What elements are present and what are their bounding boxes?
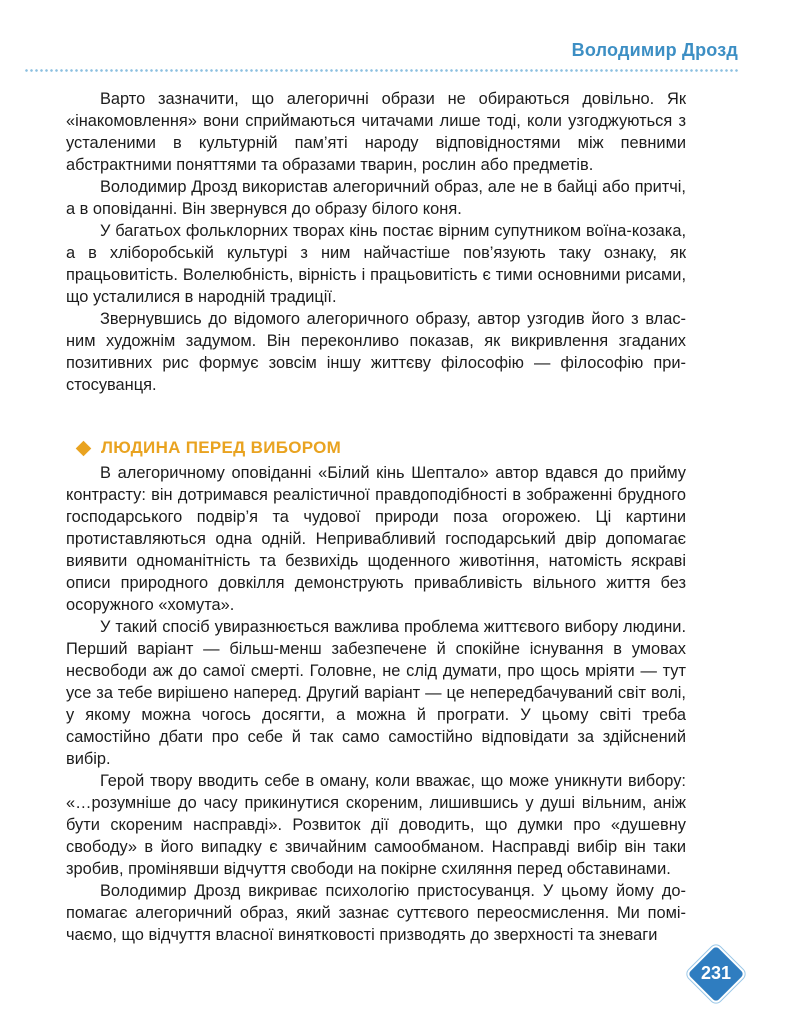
running-header-title: Володимир Дрозд	[571, 40, 738, 60]
paragraph: Варто зазначити, що алегоричні образи не обираються довільно. Як «інакомовлення» вони сприймаються читачами лише тоді, коли узгоджуються з усталеними в культурній пам’яті народу відповідностями між певними абстрактними поняттями та образами тварин, рослин або предметів.	[66, 90, 686, 174]
paragraph: В алегоричному оповіданні «Білий кінь Шептало» автор вдався до прийму контрасту: він дотримався реалістичної правдоподібності в зображенні брудного господарського подвір’я та чудової природи поза огорожею. Ці картини протиставляються одна одній. Непривабливий господарський двір допомагає виявити одноманітність та безвихідь щоденного животіння, натомість яскраві описи природного довкілля демонструють привабливість вільного життя без осоружного «хомута».	[66, 464, 686, 614]
page-number: 231	[700, 963, 732, 983]
page-number-badge	[686, 944, 746, 1004]
paragraph: Герой твору вводить себе в оману, коли вважає, що може уникнути вибору: «…розумніше до часу прикинутися скореним, лишившись у душі вільним, аніж бути скореним насправді». Розвиток дії доводить, що думки про «душевну свободу» в його випадку є звичайним самообманом. Насправді вибір він таки зробив, промінявши відчуття свободи на покірне схиляння перед обставинами.	[66, 772, 686, 878]
paragraph: Володимир Дрозд викриває психологію пристосуванця. У цьому йому допомагає алегоричний образ, який зазнає суттєвого переосмислення. Ми помічаємо, що відчуття власної винятковості призводять до зверхності та зневаги	[66, 882, 686, 944]
paragraph: У такий спосіб увиразнюється важлива проблема життєвого вибору людини. Перший варіант — більш-менш забезпечене й спокійне існування в умовах несвободи аж до самої смерті. Головне, не слід думати, про щось мріяти — тут усе за тебе вирішено наперед. Другий варіант — це непередбачуваний світ волі, у якому можна чогось досягти, а можна й програти. У цьому світі треба самостійно дбати про себе й так само самостійно відповідати за здійснений вибір.	[66, 618, 686, 768]
paragraph: У багатьох фольклорних творах кінь постає вірним супутником воїна-козака, а в хліборобській культурі з ним найчастіше пов’язують таку ознаку, як працьовитість. Волелюбність, вірність і працьовитість є тими основними рисами, що усталилися в народній традиції.	[66, 222, 686, 306]
section-heading	[78, 438, 686, 458]
paragraph: Володимир Дрозд використав алегоричний образ, але не в байці або притчі, а в оповіданні. Він звернувся до образу білого коня.	[66, 178, 686, 218]
paragraph: Звернувшись до відомого алегоричного образу, автор узгодив його з власним художнім задумом. Він переконливо показав, як викривлення згаданих позитивних рис формує зовсім іншу життєву філософію — філософію пристосуванця.	[66, 310, 686, 394]
diamond-bullet-icon	[76, 440, 92, 456]
section-title: ЛЮДИНА ПЕРЕД ВИБОРОМ	[101, 438, 342, 457]
header-dotted-divider	[24, 69, 738, 72]
page-body	[66, 88, 686, 946]
